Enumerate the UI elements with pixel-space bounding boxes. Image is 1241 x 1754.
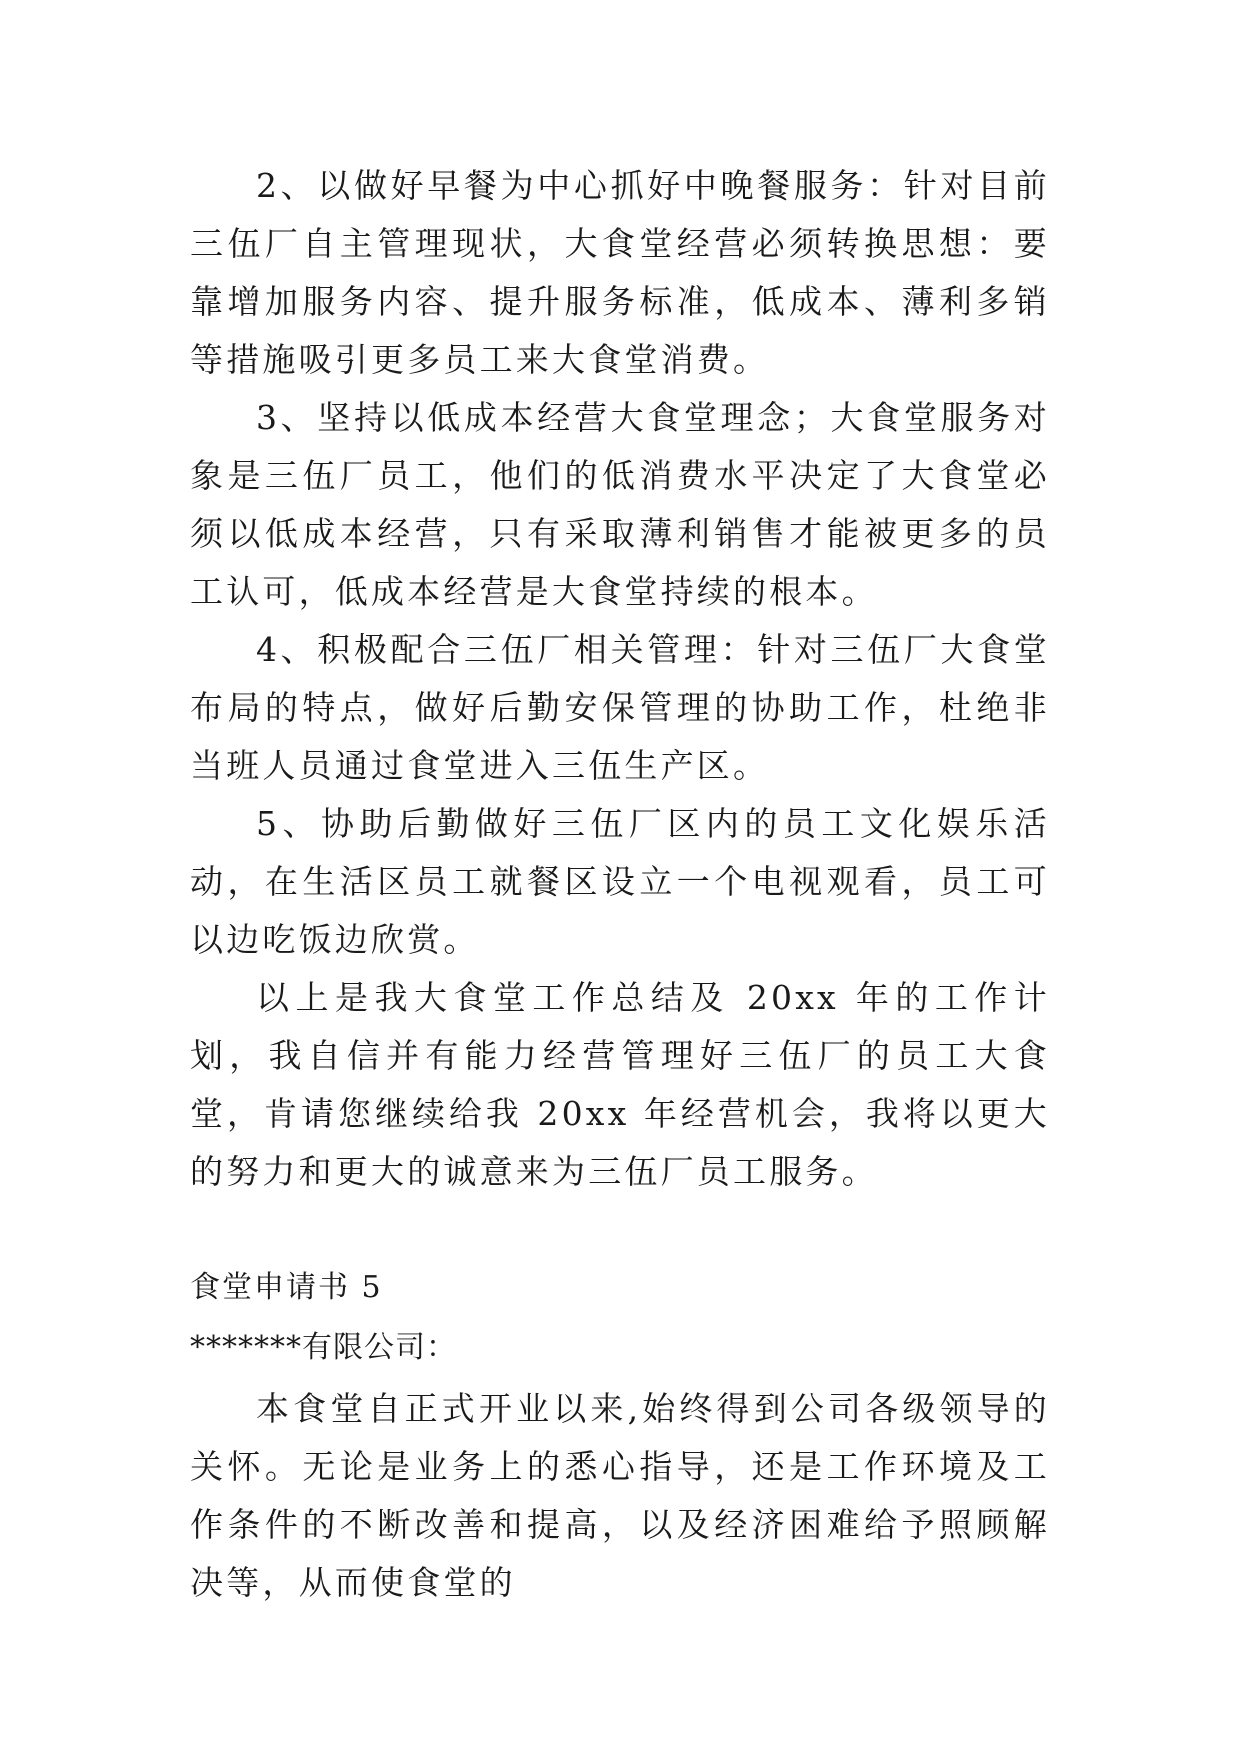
section-heading: 食堂申请书 5 [190, 1270, 383, 1305]
paragraph-item-3: 3、坚持以低成本经营大食堂理念；大食堂服务对象是三伍厂员工，他们的低消费水平决定了大食堂必须以低成本经营，只有采取薄利销售才能被更多的员工认可，低成本经营是大食堂持续的根本。 [190, 398, 1050, 611]
letter-paragraph: 本食堂自正式开业以来,始终得到公司各级领导的关怀。无论是业务上的悉心指导，还是工作环境及工作条件的不断改善和提高，以及经济困难给予照顾解决等，从而使食堂的 [190, 1389, 1050, 1602]
letter-body-block [190, 1380, 1050, 1612]
paragraph-item-4: 4、积极配合三伍厂相关管理：针对三伍厂大食堂布局的特点，做好后勤安保管理的协助工作，杜绝非当班人员通过食堂进入三伍生产区。 [190, 630, 1050, 785]
paragraph-item-2: 2、以做好早餐为中心抓好中晚餐服务：针对目前三伍厂自主管理现状，大食堂经营必须转换思想：要靠增加服务内容、提升服务标准，低成本、薄利多销等措施吸引更多员工来大食堂消费。 [190, 166, 1050, 379]
paragraph-item-5: 5、协助后勤做好三伍厂区内的员工文化娱乐活动，在生活区员工就餐区设立一个电视观看，员工可以边吃饭边欣赏。 [190, 804, 1050, 959]
paragraph-conclusion: 以上是我大食堂工作总结及 20xx 年的工作计划，我自信并有能力经营管理好三伍厂的员工大食堂，肯请您继续给我 20xx 年经营机会，我将以更大的努力和更大的诚意来为三伍厂员工服务。 [190, 978, 1050, 1191]
body-text-block [190, 157, 1050, 1201]
salutation: *******有限公司： [190, 1330, 457, 1365]
